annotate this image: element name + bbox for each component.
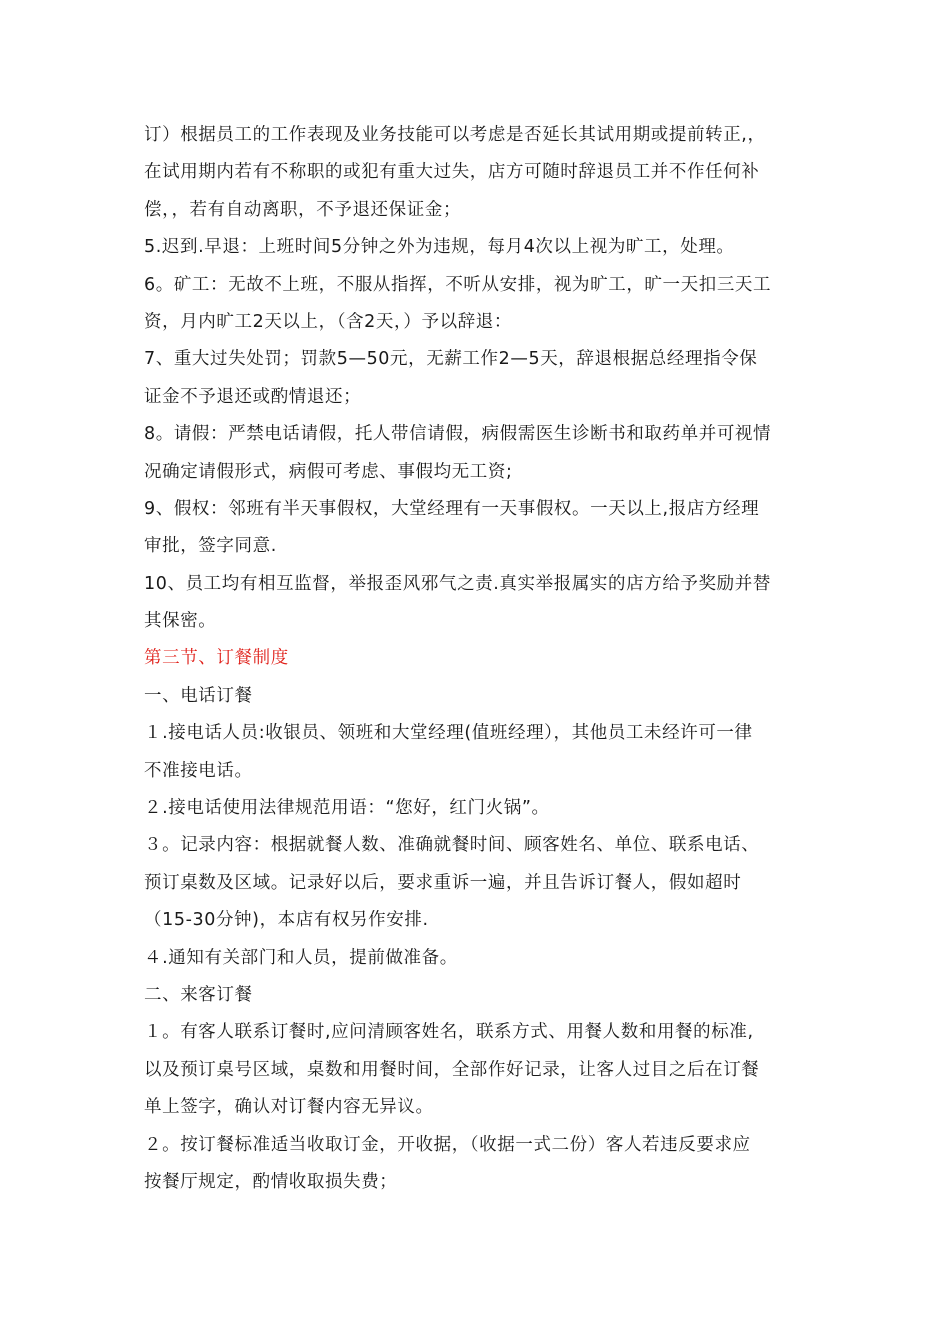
text-line: 订）根据员工的工作表现及业务技能可以考虑是否延长其试用期或提前转正,， [144, 125, 766, 145]
text-line: 预订桌数及区域。记录好以后，要求重诉一遍，并且告诉订餐人，假如超时 [144, 872, 742, 893]
text-line: （15-30分钟)，本店有权另作安排. [144, 910, 429, 931]
text-line: １.接电话人员:收银员、领班和大堂经理(值班经理），其他员工未经许可一律 [144, 723, 753, 744]
text-line: 以及预订桌号区域，桌数和用餐时间，全部作好记录，让客人过目之后在订餐 [144, 1059, 760, 1080]
text-line: 不准接电话。 [144, 760, 253, 781]
text-line: 其保密。 [144, 611, 217, 632]
document-body [144, 117, 814, 1201]
text-line: 偿，，若有自动离职，不予退还保证金； [144, 199, 462, 220]
text-line: 7、重大过失处罚；罚款5—50元，无薪工作2—5天，辞退根据总经理指令保 [144, 349, 758, 370]
text-line: 按餐厅规定，酌情收取损失费； [144, 1171, 398, 1192]
text-line: 6。矿工：无故不上班，不服从指挥，不听从安排，视为旷工，旷一天扣三天工 [144, 274, 772, 295]
text-line: 况确定请假形式，病假可考虑、事假均无工资; [144, 461, 513, 482]
text-line: 5.迟到.早退：上班时间5分钟之外为违规，每月4次以上视为旷工，处理。 [144, 237, 735, 258]
section-heading: 第三节、订餐制度 [144, 648, 289, 669]
text-line: 一、电话订餐 [144, 685, 253, 706]
text-line: 9、假权：邻班有半天事假权，大堂经理有一天事假权。一天以上,报店方经理 [144, 498, 760, 519]
text-line: 二、来客订餐 [144, 984, 253, 1005]
text-line: 资，月内旷工2天以上，（含2天，）予以辞退： [144, 311, 512, 332]
text-line: 8。请假：严禁电话请假，托人带信请假，病假需医生诊断书和取药单并可视情 [144, 424, 772, 445]
text-line: 10、员工均有相互监督，举报歪风邪气之责.真实举报属实的店方给予奖励并替 [144, 573, 771, 594]
text-line: 审批，签字同意. [144, 536, 277, 557]
text-line: ３。记录内容：根据就餐人数、准确就餐时间、顾客姓名、单位、联系电话、 [144, 835, 760, 856]
text-line: ２.接电话使用法律规范用语：“您好，红门火锅”。 [144, 798, 550, 819]
text-line: 在试用期内若有不称职的或犯有重大过失，店方可随时辞退员工并不作任何补 [144, 162, 760, 183]
text-line: 证金不予退还或酌情退还； [144, 386, 362, 407]
text-line: 单上签字，确认对订餐内容无异议。 [144, 1097, 434, 1118]
text-line: ２。按订餐标准适当收取订金，开收据，（收据一式二份）客人若违反要求应 [144, 1134, 751, 1155]
text-line: ４.通知有关部门和人员，提前做准备。 [144, 947, 458, 968]
text-line: １。有客人联系订餐时,应问清顾客姓名，联系方式、用餐人数和用餐的标准, [144, 1022, 754, 1043]
